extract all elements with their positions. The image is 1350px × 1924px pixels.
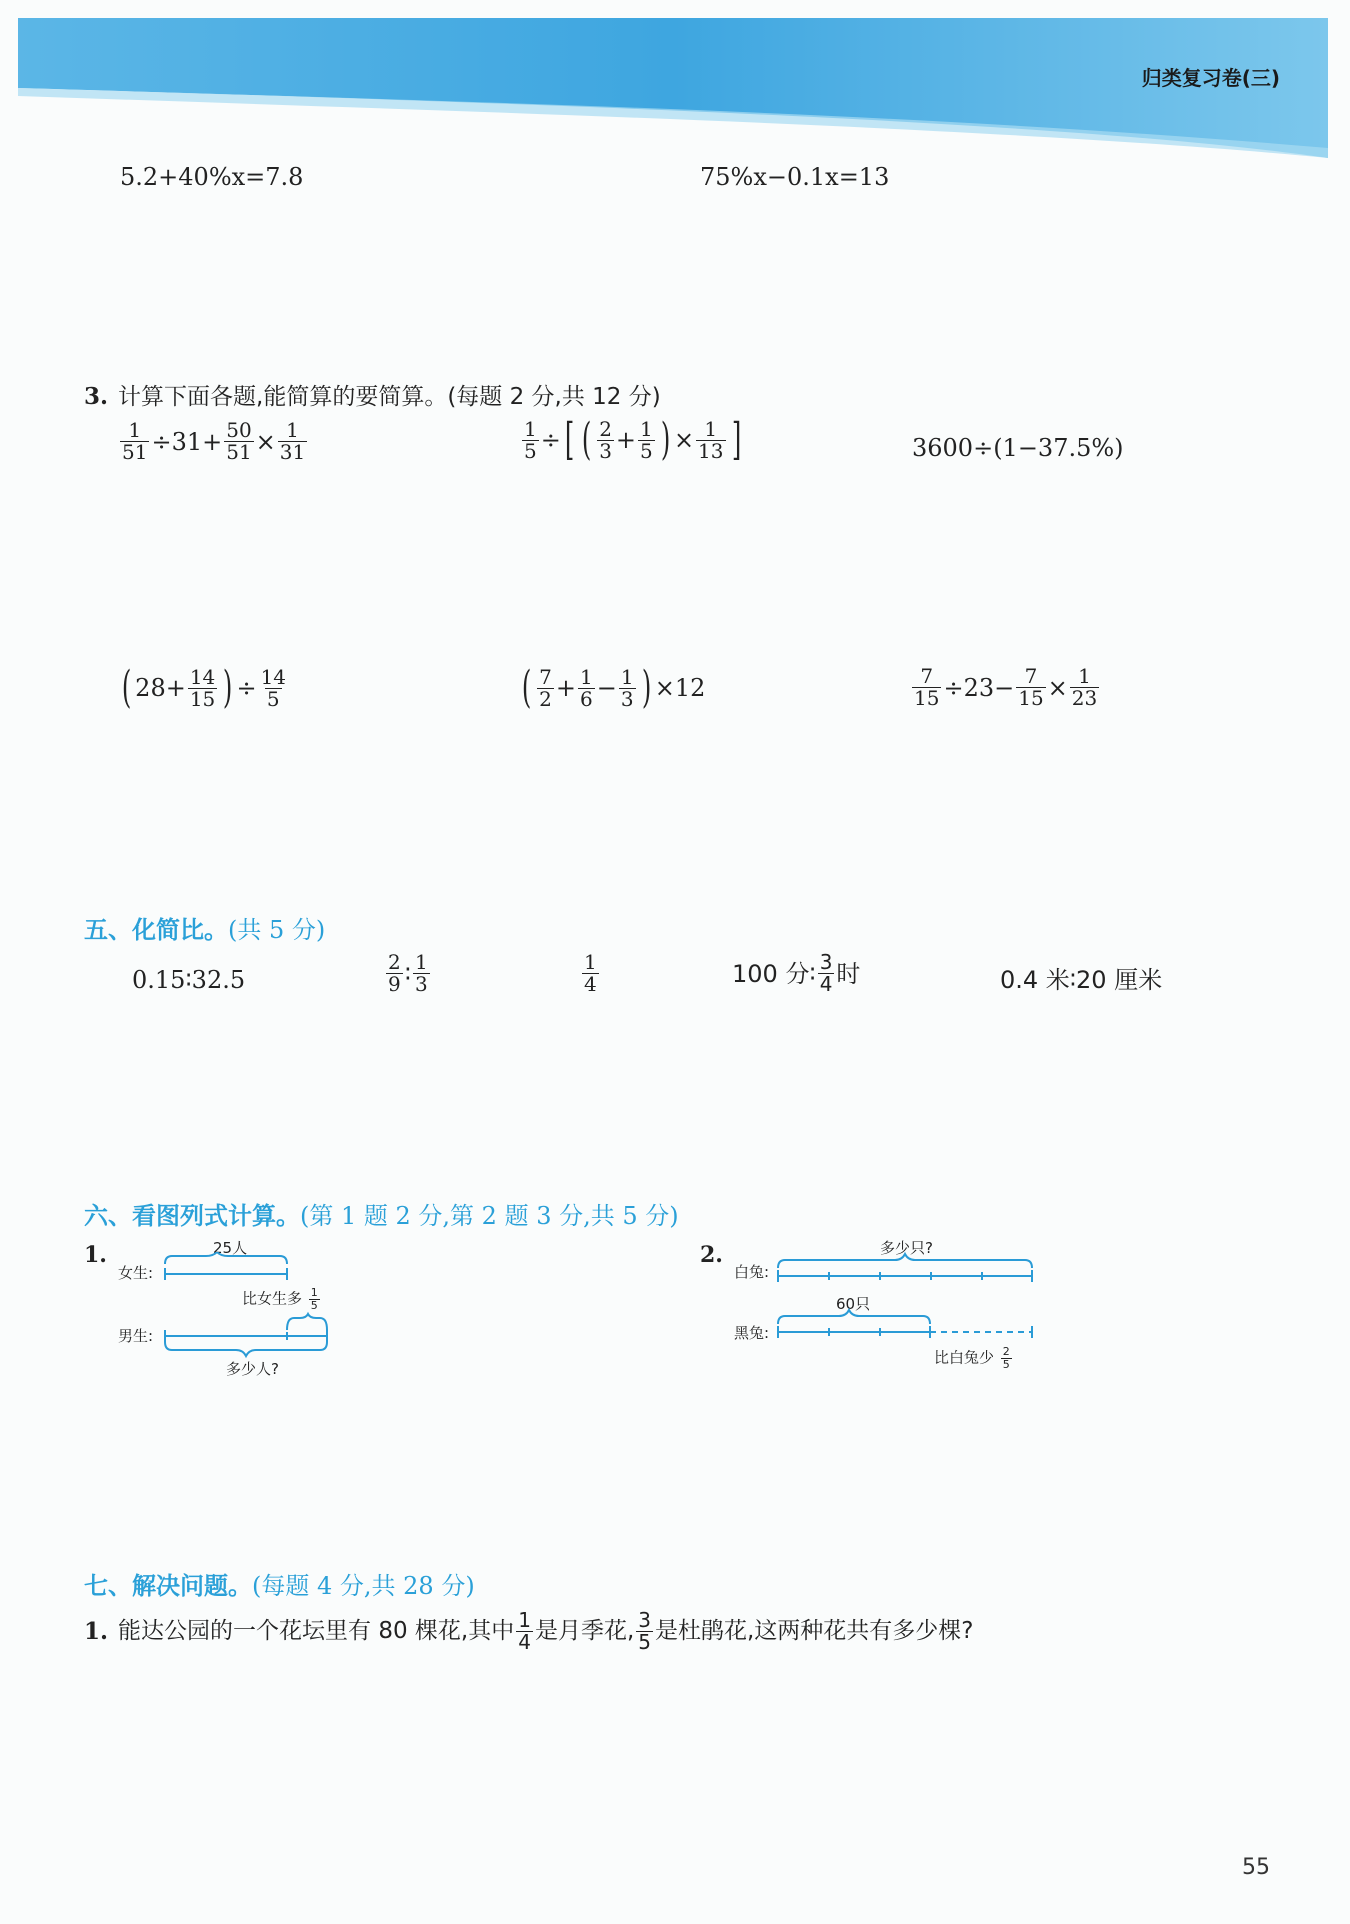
operator: × — [255, 427, 276, 456]
section-7-heading — [84, 1566, 475, 1601]
ratio-5: 0.4 米∶20 厘米 — [1000, 966, 1163, 994]
q3-heading — [84, 378, 661, 411]
header-band — [18, 18, 1328, 158]
fraction: $\frac{14}{5}$ — [260, 664, 287, 711]
section-5-title: 五、化简比。 — [84, 916, 228, 944]
section-6-note: (第 1 题 2 分,第 2 题 3 分,共 5 分) — [300, 1202, 679, 1230]
fraction: 1 4 — [518, 1608, 531, 1654]
operator: + — [555, 674, 577, 702]
girls-label: 女生: — [118, 1264, 154, 1282]
fraction: 3 5 — [638, 1608, 651, 1654]
section-7-note: (每题 4 分,共 28 分) — [252, 1572, 475, 1600]
fraction: $\frac{7}{15}$ — [1018, 664, 1044, 710]
section-5-note: (共 5 分) — [228, 916, 326, 944]
fraction: $\frac{1}{5}$ — [524, 416, 537, 463]
q3-item-1 — [118, 420, 309, 463]
header-title: 归类复习卷(三) — [1141, 66, 1280, 90]
fraction: $\frac{14}{15}$ — [189, 664, 216, 711]
q3-number: 3. — [84, 383, 109, 410]
operator: ÷31+ — [151, 427, 223, 456]
bracket-left: [ — [564, 414, 575, 465]
paren-left: ( — [581, 414, 592, 465]
q3-item-3: 3600÷(1−37.5%) — [912, 434, 1124, 462]
operand: 28+ — [135, 674, 186, 702]
fraction: 2 9 — [388, 950, 401, 996]
problem-1-number: 1. — [84, 1618, 109, 1645]
section-7-title: 七、解决问题。 — [84, 1572, 252, 1600]
paren-right: ) — [641, 662, 651, 713]
paren-left: ( — [121, 662, 132, 713]
ratio-separator: ∶ — [404, 959, 411, 988]
equation-1: 5.2+40%x=7.8 — [120, 163, 304, 191]
more-text: 比女生多 — [242, 1289, 303, 1308]
fraction: 1 3 — [414, 950, 428, 996]
fraction: $\frac{1}{6}$ — [580, 664, 593, 711]
fraction: $\frac{1}{23}$ — [1071, 664, 1098, 710]
diagram-2-top-label: 多少只? — [880, 1239, 933, 1257]
operator: × — [673, 426, 695, 454]
problem-1 — [84, 1610, 974, 1653]
q3-item-5 — [518, 662, 706, 713]
paren-right: ) — [223, 662, 233, 713]
ratio-2 — [384, 952, 432, 995]
section-6-title: 六、看图列式计算。 — [84, 1202, 300, 1230]
operand: ×12 — [654, 674, 706, 702]
operator: ÷ — [236, 674, 257, 702]
fraction: 3 4 — [819, 950, 833, 996]
diagram-1-number: 1. — [84, 1242, 107, 1268]
ratio-4 — [732, 952, 860, 995]
fraction: $\frac{1}{31}$ — [279, 418, 306, 464]
diagram-2-number: 2. — [700, 1242, 723, 1268]
bracket-right: ] — [731, 414, 741, 465]
white-rabbit-label: 白兔: — [734, 1263, 770, 1281]
section-5-heading — [84, 910, 325, 945]
fraction: $\frac{1}{5}$ — [310, 1286, 318, 1312]
q3-item-2 — [520, 414, 745, 465]
fraction: $\frac{1}{51}$ — [122, 418, 148, 464]
q3-item-4 — [118, 662, 290, 713]
diagram-2-mid-label: 60只 — [836, 1295, 871, 1313]
problem-1-text: 能达公园的一个花坛里有 80 棵花,其中 — [118, 1618, 515, 1644]
paren-left: ( — [521, 662, 532, 713]
operator: ÷ — [540, 426, 561, 454]
fraction: $\frac{7}{15}$ — [914, 664, 940, 710]
diagram-1-ask: 多少人? — [226, 1360, 279, 1378]
operator: + — [615, 426, 637, 454]
diagram-1-graphic — [160, 1252, 350, 1362]
fraction: $\frac{1}{5}$ — [640, 416, 653, 463]
fraction: $\frac{1}{13}$ — [698, 416, 724, 463]
fraction: $\frac{2}{5}$ — [1002, 1345, 1010, 1371]
paren-right: ) — [660, 414, 671, 465]
operator: − — [596, 674, 617, 702]
equation-2: 75%x−0.1x=13 — [700, 163, 890, 191]
section-6-heading — [84, 1196, 679, 1231]
q3-item-6 — [910, 666, 1101, 709]
fraction: 7 2 — [539, 664, 552, 711]
fraction: 2 3 — [599, 416, 612, 463]
diagram-2-graphic — [775, 1250, 1035, 1350]
less-text: 比白兔少 — [934, 1348, 995, 1367]
black-rabbit-label: 黑兔: — [734, 1324, 770, 1342]
fraction: $\frac{50}{51}$ — [226, 418, 252, 464]
q3-title: 计算下面各题,能简算的要简算。(每题 2 分,共 12 分) — [118, 384, 661, 410]
ratio-1: 0.15∶32.5 — [132, 966, 246, 994]
page-number: 55 — [1242, 1855, 1270, 1880]
fraction: 1 4 — [584, 950, 597, 996]
unit: 时 — [836, 959, 861, 988]
operator: ÷23− — [943, 673, 1015, 702]
fraction: $\frac{1}{3}$ — [620, 664, 634, 711]
problem-1-text: 是月季花, — [534, 1618, 635, 1644]
boys-label: 男生: — [118, 1327, 154, 1345]
operator: × — [1047, 673, 1068, 702]
ratio-3 — [580, 952, 601, 995]
operand: 100 分∶ — [732, 959, 816, 988]
problem-1-text: 是杜鹃花,这两种花共有多少棵? — [655, 1618, 974, 1644]
diagram-1-top-label: 25人 — [213, 1239, 248, 1257]
